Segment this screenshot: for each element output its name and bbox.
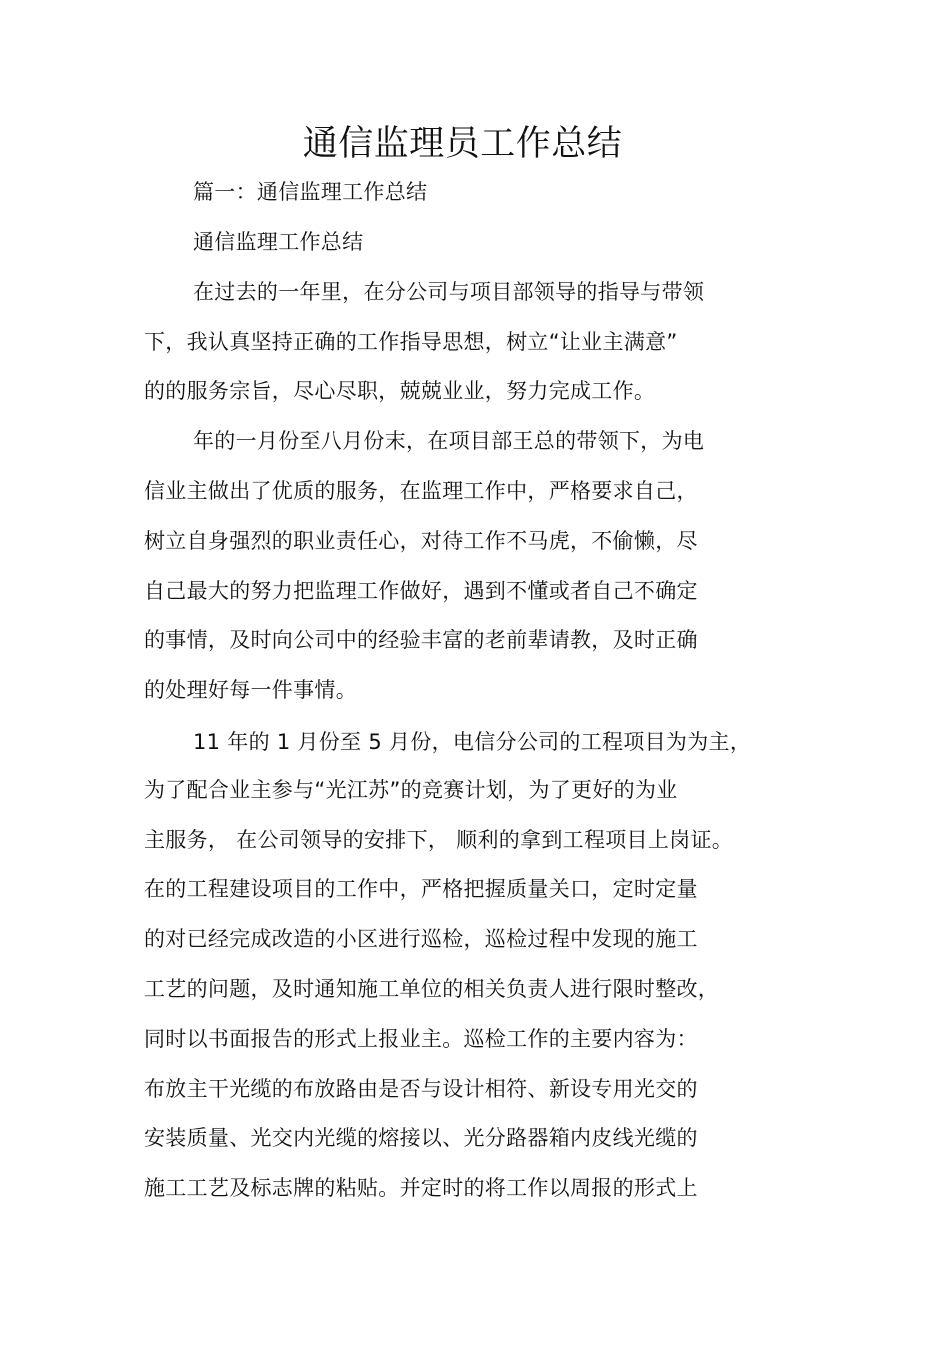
paragraph-line: 同时以书面报告的形式上报业主。巡检工作的主要内容为： [144,1027,698,1051]
paragraph-line: 为了配合业主参与“光江苏”的竞赛计划，为了更好的为业 [144,778,678,802]
paragraph-line: 的的服务宗旨，尽心尽职，兢兢业业，努力完成工作。 [144,379,656,403]
paragraph-line: 树立自身强烈的职业责任心，对待工作不马虎，不偷懒，尽 [144,529,698,553]
paragraph-line: 在过去的一年里，在分公司与项目部领导的指导与带领 [193,280,705,304]
paragraph-line: 主服务， 在公司领导的安排下， 顺利的拿到工程项目上岗证。 [144,828,734,852]
paragraph-line: 的处理好每一件事情。 [144,678,357,702]
paragraph-line: 的事情，及时向公司中的经验丰富的老前辈请教，及时正确 [144,628,698,652]
paragraph-line: 在的工程建设项目的工作中，严格把握质量关口，定时定量 [144,877,698,901]
paragraph-line: 施工工艺及标志牌的粘贴。并定时的将工作以周报的形式上 [144,1176,698,1200]
paragraph-line: 工艺的问题，及时通知施工单位的相关负责人进行限时整改， [144,977,720,1001]
section-heading: 篇一：通信监理工作总结 [193,180,428,204]
paragraph-line: 信业主做出了优质的服务，在监理工作中，严格要求自己， [144,479,698,503]
paragraph-line: 的对已经完成改造的小区进行巡检，巡检过程中发现的施工 [144,927,698,951]
paragraph-line: 年的一月份至八月份末，在项目部王总的带领下，为电 [193,429,705,453]
paragraph-line: 安装质量、光交内光缆的熔接以、光分路器箱内皮线光缆的 [144,1126,698,1150]
document-title: 通信监理员工作总结 [302,124,623,164]
subheading: 通信监理工作总结 [193,230,364,254]
paragraph-line: 自己最大的努力把监理工作做好，遇到不懂或者自己不确定 [144,579,698,603]
paragraph-line: 11 年的 1 月份至 5 月份，电信分公司的工程项目为为主， [193,730,752,754]
paragraph-line: 下，我认真坚持正确的工作指导思想，树立“让业主满意” [144,330,678,354]
paragraph-line: 布放主干光缆的布放路由是否与设计相符、新设专用光交的 [144,1077,698,1101]
